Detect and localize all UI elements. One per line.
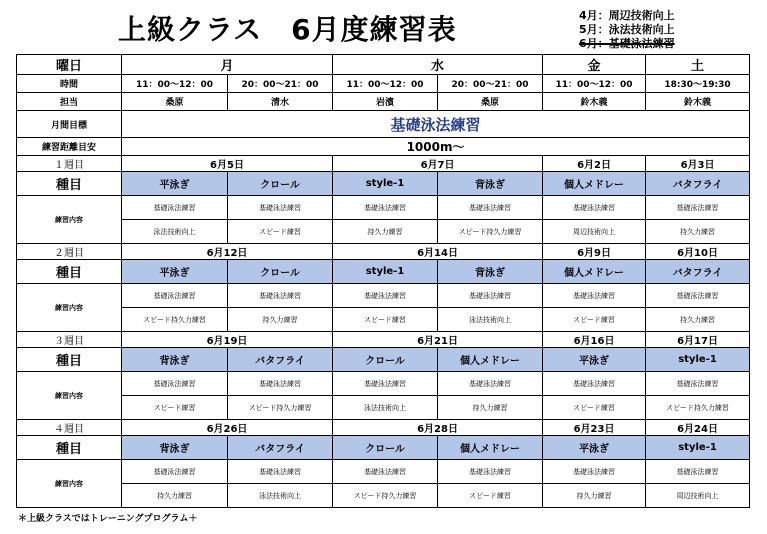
weekday-label: 曜日: [17, 55, 122, 75]
coach-cell: 桑原: [122, 93, 228, 111]
content-row: [17, 460, 750, 484]
content-cell: 持久力練習: [646, 220, 750, 244]
day-wednesday: 水: [333, 55, 543, 75]
stroke-cell: 個人メドレー: [543, 260, 646, 284]
stroke-cell: クロール: [228, 260, 333, 284]
content-cell: スピード持久力練習: [333, 484, 438, 508]
monthly-goal: 基礎泳法練習: [122, 111, 750, 138]
content-row: [17, 196, 750, 220]
date-cell: 6月28日: [333, 420, 543, 436]
content-cell: 基礎泳法練習: [543, 460, 646, 484]
date-cell: 6月2日: [543, 156, 646, 172]
stroke-cell: style-1: [333, 172, 438, 196]
content-label: 練習内容: [17, 372, 122, 420]
content-cell: 基礎泳法練習: [543, 372, 646, 396]
date-cell: 6月19日: [122, 332, 333, 348]
distance-target: 1000m～: [122, 138, 750, 156]
date-cell: 6月7日: [333, 156, 543, 172]
monthly-goal-history: [579, 9, 675, 51]
content-label: 練習内容: [17, 284, 122, 332]
day-friday: 金: [543, 55, 646, 75]
content-cell: 基礎泳法練習: [438, 460, 543, 484]
stroke-cell: バタフライ: [646, 260, 750, 284]
content-cell: スピード練習: [122, 396, 228, 420]
date-cell: 6月16日: [543, 332, 646, 348]
stroke-cell: クロール: [333, 348, 438, 372]
content-row: [17, 284, 750, 308]
content-cell: 基礎泳法練習: [333, 196, 438, 220]
content-cell: 基礎泳法練習: [438, 196, 543, 220]
stroke-row: [17, 348, 750, 372]
stroke-cell: style-1: [646, 348, 750, 372]
stroke-cell: 個人メドレー: [438, 348, 543, 372]
page-title: 上級クラス 6月度練習表: [118, 13, 457, 46]
stroke-cell: 背泳ぎ: [438, 260, 543, 284]
week-label: ３週目: [17, 332, 122, 348]
content-cell: スピード練習: [228, 220, 333, 244]
content-cell: 基礎泳法練習: [228, 196, 333, 220]
stroke-cell: 背泳ぎ: [122, 436, 228, 460]
time-label: 時間: [17, 75, 122, 93]
content-cell: 持久力練習: [122, 484, 228, 508]
content-cell: 基礎泳法練習: [646, 372, 750, 396]
stroke-cell: 個人メドレー: [438, 436, 543, 460]
content-cell: 持久力練習: [543, 484, 646, 508]
content-cell: スピード練習: [438, 484, 543, 508]
week-header-row: [17, 244, 750, 260]
stroke-cell: 平泳ぎ: [122, 260, 228, 284]
content-cell: 基礎泳法練習: [543, 196, 646, 220]
coach-cell: 岩濱: [333, 93, 438, 111]
note-june: 6月：基礎泳法練習: [579, 37, 675, 50]
content-row: [17, 396, 750, 420]
content-cell: 基礎泳法練習: [228, 284, 333, 308]
content-cell: スピード持久力練習: [228, 396, 333, 420]
week-label: １週目: [17, 156, 122, 172]
content-cell: 基礎泳法練習: [646, 460, 750, 484]
week-label: ４週目: [17, 420, 122, 436]
content-label: 練習内容: [17, 196, 122, 244]
coach-cell: 鈴木義: [646, 93, 750, 111]
content-cell: 基礎泳法練習: [646, 196, 750, 220]
stroke-cell: バタフライ: [228, 348, 333, 372]
content-cell: スピード練習: [543, 396, 646, 420]
date-cell: 6月23日: [543, 420, 646, 436]
time-row: [17, 75, 750, 93]
time-cell: 20：00～21：00: [438, 75, 543, 93]
coach-cell: 清水: [228, 93, 333, 111]
stroke-cell: 平泳ぎ: [543, 348, 646, 372]
content-row: [17, 372, 750, 396]
content-cell: 泳法技術向上: [228, 484, 333, 508]
content-cell: 持久力練習: [438, 396, 543, 420]
stroke-row: [17, 172, 750, 196]
content-row: [17, 220, 750, 244]
practice-schedule-table: [16, 54, 750, 508]
coach-label: 担当: [17, 93, 122, 111]
content-cell: 泳法技術向上: [122, 220, 228, 244]
stroke-label: 種目: [17, 260, 122, 284]
content-cell: 基礎泳法練習: [333, 372, 438, 396]
date-cell: 6月14日: [333, 244, 543, 260]
date-cell: 6月12日: [122, 244, 333, 260]
content-row: [17, 484, 750, 508]
content-cell: 基礎泳法練習: [438, 372, 543, 396]
content-cell: 基礎泳法練習: [122, 460, 228, 484]
note-april: 4月：周辺技術向上: [579, 9, 675, 22]
coach-cell: 桑原: [438, 93, 543, 111]
day-monday: 月: [122, 55, 333, 75]
content-cell: 基礎泳法練習: [228, 372, 333, 396]
week-header-row: [17, 332, 750, 348]
stroke-cell: 背泳ぎ: [122, 348, 228, 372]
stroke-cell: 背泳ぎ: [438, 172, 543, 196]
content-cell: 周辺技術向上: [646, 484, 750, 508]
weekday-row: [17, 55, 750, 75]
note-may: 5月：泳法技術向上: [579, 23, 675, 36]
time-cell: 20：00～21：00: [228, 75, 333, 93]
goal-row: [17, 111, 750, 138]
coach-cell: 鈴木義: [543, 93, 646, 111]
time-cell: 11：00～12：00: [543, 75, 646, 93]
content-cell: 基礎泳法練習: [122, 196, 228, 220]
content-cell: 基礎泳法練習: [438, 284, 543, 308]
content-cell: 持久力練習: [646, 308, 750, 332]
content-cell: 周辺技術向上: [543, 220, 646, 244]
date-cell: 6月3日: [646, 156, 750, 172]
content-cell: スピード練習: [543, 308, 646, 332]
date-cell: 6月26日: [122, 420, 333, 436]
content-cell: 基礎泳法練習: [543, 284, 646, 308]
stroke-cell: style-1: [646, 436, 750, 460]
content-cell: 基礎泳法練習: [122, 284, 228, 308]
content-cell: 泳法技術向上: [438, 308, 543, 332]
week-header-row: [17, 156, 750, 172]
stroke-cell: バタフライ: [228, 436, 333, 460]
content-cell: 泳法技術向上: [333, 396, 438, 420]
content-cell: スピード持久力練習: [646, 396, 750, 420]
content-cell: 持久力練習: [228, 308, 333, 332]
time-cell: 11：00～12：00: [122, 75, 228, 93]
content-cell: 基礎泳法練習: [122, 372, 228, 396]
content-cell: スピード持久力練習: [438, 220, 543, 244]
stroke-row: [17, 260, 750, 284]
goal-label: 月間目標: [17, 111, 122, 138]
week-label: ２週目: [17, 244, 122, 260]
content-cell: 基礎泳法練習: [646, 284, 750, 308]
stroke-cell: 個人メドレー: [543, 172, 646, 196]
date-cell: 6月5日: [122, 156, 333, 172]
content-cell: スピード持久力練習: [122, 308, 228, 332]
date-cell: 6月10日: [646, 244, 750, 260]
stroke-cell: 平泳ぎ: [122, 172, 228, 196]
stroke-cell: クロール: [228, 172, 333, 196]
date-cell: 6月24日: [646, 420, 750, 436]
date-cell: 6月17日: [646, 332, 750, 348]
week-header-row: [17, 420, 750, 436]
date-cell: 6月9日: [543, 244, 646, 260]
distance-label: 練習距離目安: [17, 138, 122, 156]
content-cell: 基礎泳法練習: [333, 284, 438, 308]
date-cell: 6月21日: [333, 332, 543, 348]
stroke-label: 種目: [17, 172, 122, 196]
content-row: [17, 308, 750, 332]
footer-note: ＊上級クラスではトレーニングプログラム＋: [18, 514, 198, 524]
stroke-cell: クロール: [333, 436, 438, 460]
stroke-row: [17, 436, 750, 460]
time-cell: 11：00～12：00: [333, 75, 438, 93]
stroke-cell: バタフライ: [646, 172, 750, 196]
stroke-label: 種目: [17, 348, 122, 372]
content-label: 練習内容: [17, 460, 122, 508]
coach-row: [17, 93, 750, 111]
content-cell: 基礎泳法練習: [228, 460, 333, 484]
content-cell: 基礎泳法練習: [333, 460, 438, 484]
content-cell: 持久力練習: [333, 220, 438, 244]
day-saturday: 土: [646, 55, 750, 75]
distance-row: [17, 138, 750, 156]
stroke-cell: style-1: [333, 260, 438, 284]
time-cell: 18:30～19:30: [646, 75, 750, 93]
stroke-cell: 平泳ぎ: [543, 436, 646, 460]
stroke-label: 種目: [17, 436, 122, 460]
content-cell: スピード練習: [333, 308, 438, 332]
